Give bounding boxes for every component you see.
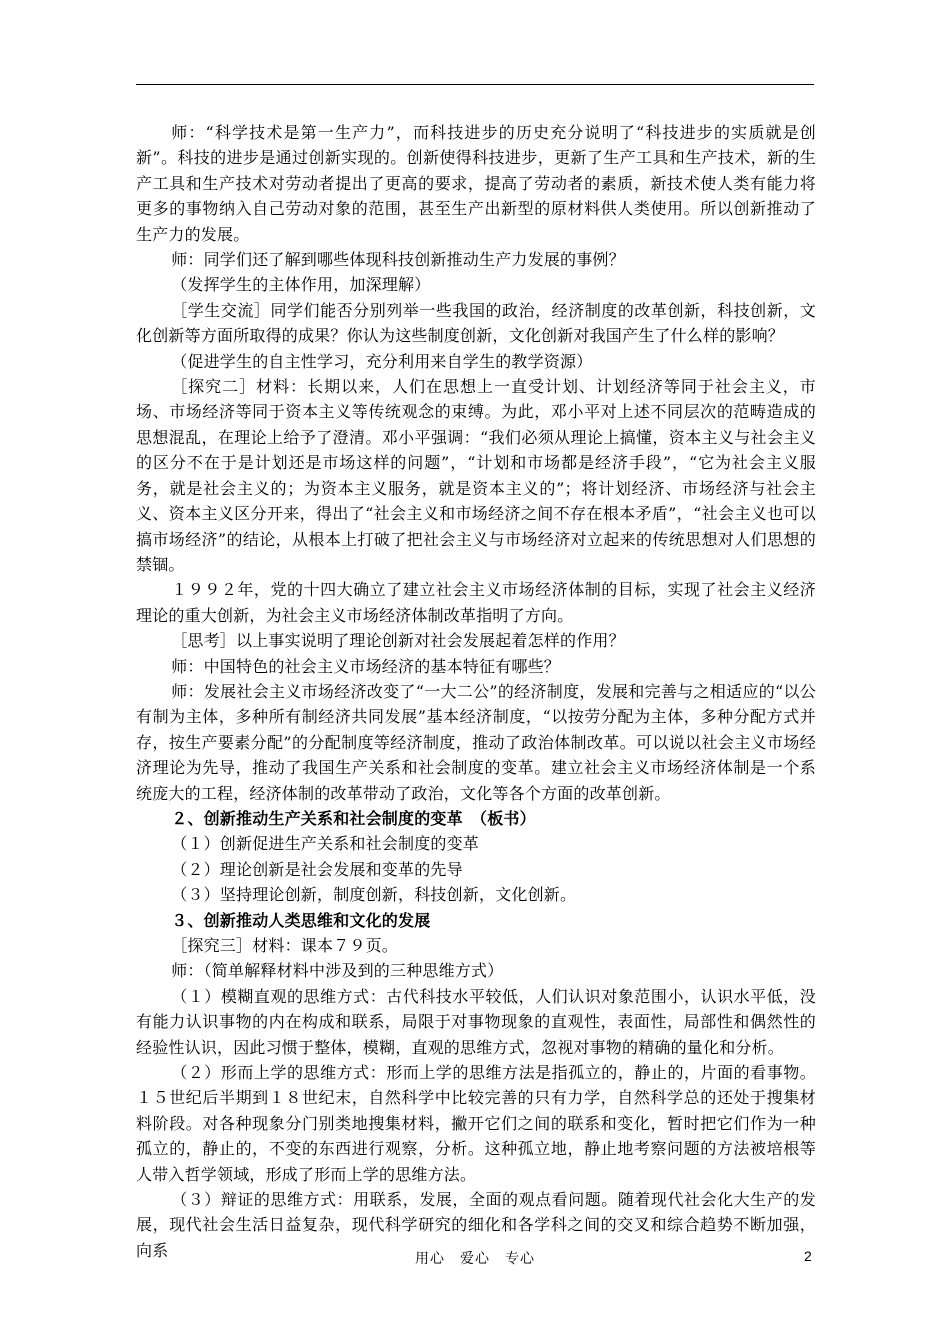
paragraph: （２）形而上学的思维方式：形而上学的思维方法是指孤立的，静止的，片面的看事物。１５世纪后半期到１８世纪末，自然科学中比较完善的只有力学，自然科学总的还处于搜集材料阶段。对各种现象分门别类地搜集材料，撇开它们之间的联系和变化，暂时把它们作为一种孤立的，静止的，不变的东西进行观察，分析。这种孤立地，静止地考察问题的方法被培根等人带入哲学领域，形成了形而上学的思维方法。 — [136, 1063, 816, 1184]
paragraph: 师：“科学技术是第一生产力”，而科技进步的历史充分说明了“科技进步的实质就是创新”。科技的进步是通过创新实现的。创新使得科技进步，更新了生产工具和生产技术，新的生产工具和生产技术对劳动者提出了更高的要求，提高了劳动者的素质，新技术使人类有能力将更多的事物纳入自己劳动对象的范围，甚至生产出新型的原材料供人类使用。所以创新推动了生产力的发展。 — [136, 123, 816, 244]
paragraph: １９９２年，党的十四大确立了建立社会主义市场经济体制的目标，实现了社会主义经济理论的重大创新，为社会主义市场经济体制改革指明了方向。 — [136, 580, 816, 625]
header-rule — [136, 84, 814, 85]
paragraph: （３）坚持理论创新，制度创新，科技创新，文化创新。 — [171, 885, 577, 905]
paragraph: 师：发展社会主义市场经济改变了“一大二公”的经济制度，发展和完善与之相适应的“以公有制为主体，多种所有制经济共同发展”基本经济制度，“以按劳分配为主体，多种分配方式并存，按生产要素分配”的分配制度等经济制度，推动了政治体制改革。可以说以社会主义市场经济理论为先导，推动了我国生产关系和社会制度的变革。建立社会主义市场经济体制是一个系统庞大的工程，经济体制的改革带动了政治，文化等各个方面的改革创新。 — [136, 681, 816, 803]
paragraph: （１）创新促进生产关系和社会制度的变革 — [171, 834, 479, 854]
paragraph: 师：（简单解释材料中涉及到的三种思维方式） — [171, 961, 504, 981]
paragraph: 师：同学们还了解到哪些体现科技创新推动生产力发展的事例？ — [171, 250, 625, 270]
paragraph: （３）辩证的思维方式：用联系，发展，全面的观点看问题。随着现代社会化大生产的发展，现代社会生活日益复杂，现代科学研究的细化和各学科之间的交叉和综合趋势不断加强，向系 — [136, 1190, 816, 1260]
section-heading: ２、创新推动生产关系和社会制度的变革 （板书） — [171, 808, 536, 828]
paragraph: （１）模糊直观的思维方式：古代科技水平较低，人们认识对象范围小，认识水平低，没有能力认识事物的内在构成和联系，局限于对事物现象的直观性，表面性，局部性和偶然性的经验性认识，因此习惯于整体，模糊，直观的思维方式，忽视对事物的精确的量化和分析。 — [136, 986, 816, 1057]
page-number: 2 — [804, 1248, 812, 1264]
document-body — [136, 120, 816, 1263]
section-heading: ３、创新推动人类思维和文化的发展 — [171, 910, 431, 930]
paragraph: （促进学生的自主性学习，充分利用来自学生的教学资源） — [171, 351, 593, 371]
footer-motto: 用心 爱心 专心 — [415, 1251, 535, 1267]
paragraph: 师：中国特色的社会主义市场经济的基本特征有哪些？ — [171, 656, 560, 676]
paragraph: ［探究二］材料：长期以来，人们在思想上一直受计划、计划经济等同于社会主义，市场、市场经济等同于资本主义等传统观念的束缚。为此，邓小平对上述不同层次的范畴造成的思想混乱，在理论上给予了澄清。邓小平强调：“我们必须从理论上搞懂，资本主义与社会主义的区分不在于是计划还是市场这样的问题”，“计划和市场都是经济手段”，“它为社会主义服务，就是社会主义的；为资本主义服务，就是资本主义的”；将计划经济、市场经济与社会主义、资本主义区分开来，得出了“社会主义和市场经济之间不存在根本矛盾”，“社会主义也可以搞市场经济”的结论，从根本上打破了把社会主义与市场经济对立起来的传统思想对人们思想的禁锢。 — [136, 377, 816, 574]
paragraph: （２）理论创新是社会发展和变革的先导 — [171, 859, 463, 879]
paragraph: ［探究三］材料：课本７９页。 — [171, 936, 398, 955]
paragraph: ［思考］以上事实说明了理论创新对社会发展起着怎样的作用？ — [171, 631, 625, 651]
paragraph: ［学生交流］同学们能否分别列举一些我国的政治，经济制度的改革创新，科技创新，文化创新等方面所取得的成果？你认为这些制度创新，文化创新对我国产生了什么样的影响？ — [136, 300, 816, 346]
paragraph: （发挥学生的主体作用，加深理解） — [171, 275, 431, 295]
